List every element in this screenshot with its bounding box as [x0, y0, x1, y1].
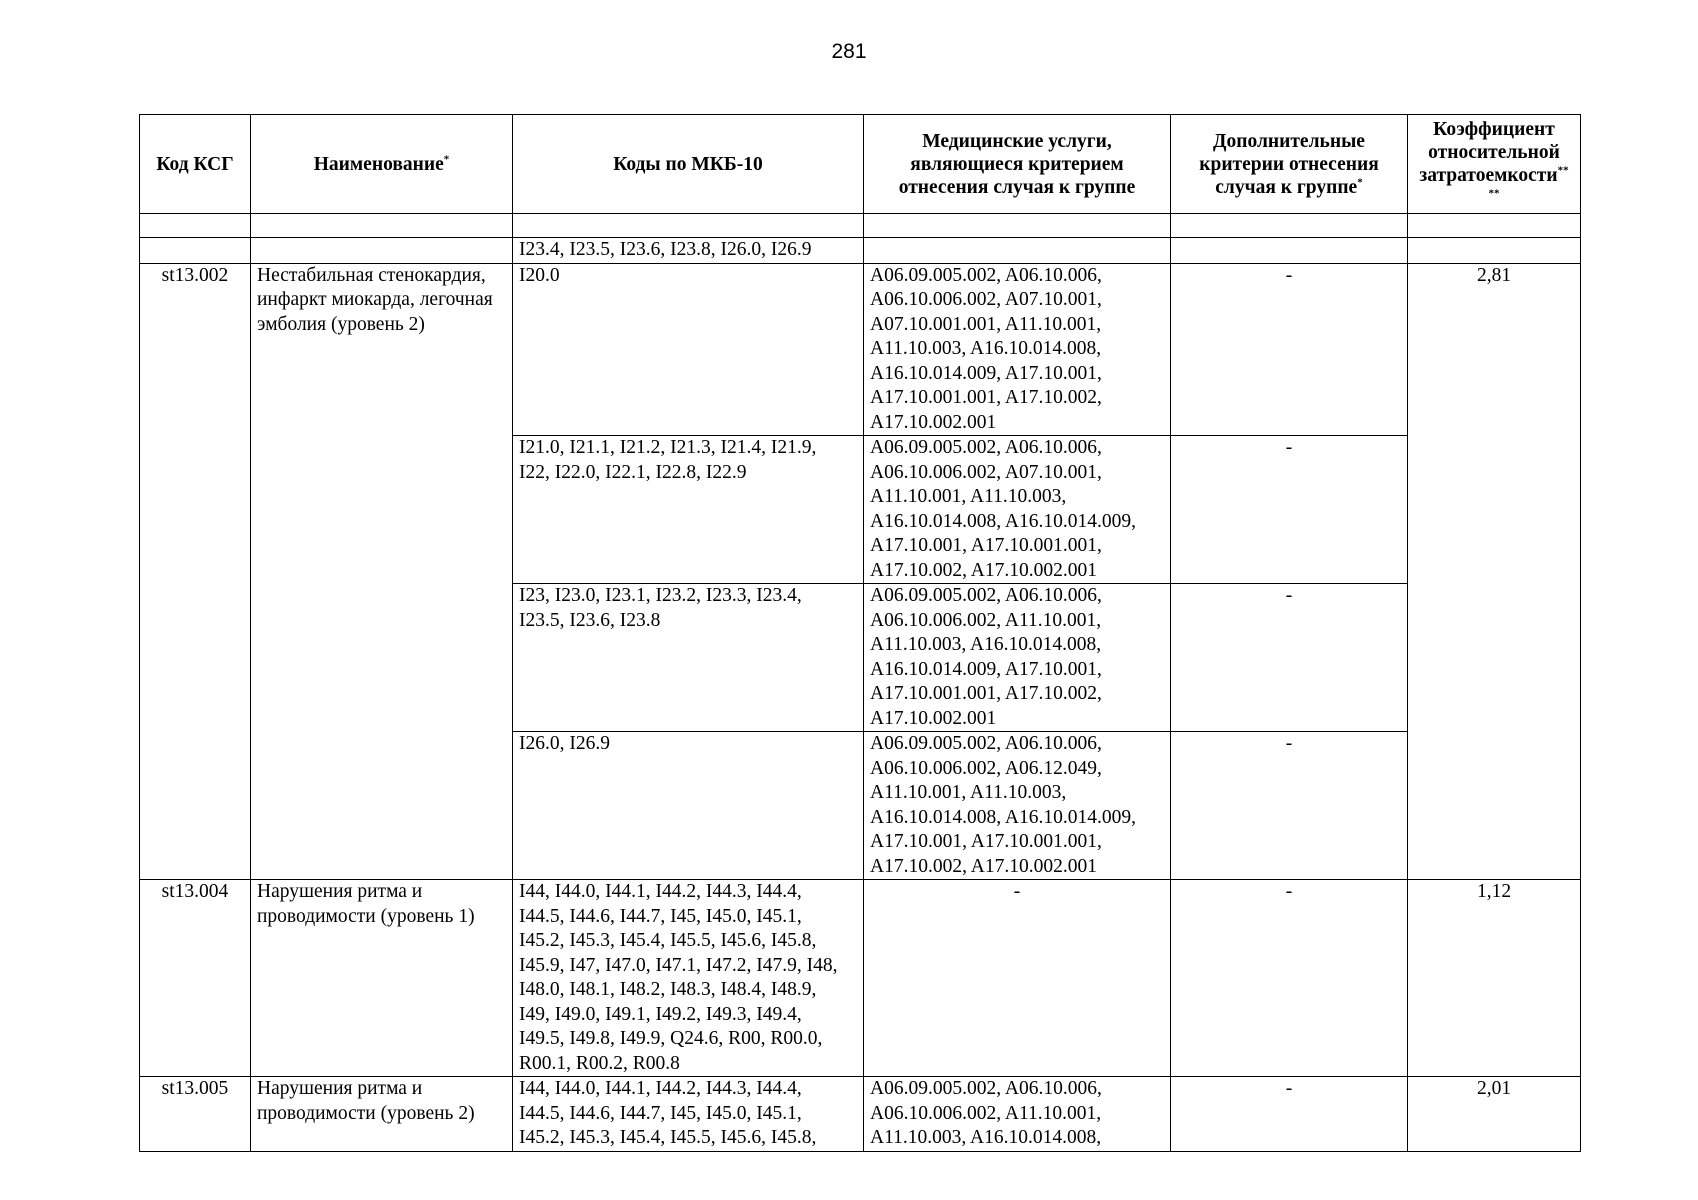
services-cell: -	[864, 880, 1171, 1077]
header-code: Код КСГ	[140, 115, 251, 214]
table-cell	[251, 214, 513, 238]
additional-cell: -	[1171, 1077, 1408, 1152]
ksg-name-cell: Нарушения ритма и проводимости (уровень 2)	[251, 1077, 513, 1152]
header-services: Медицинские услуги, являющиеся критерием отнесения случая к группе	[864, 115, 1171, 214]
services-cell: A06.09.005.002, A06.10.006, A06.10.006.002, A06.12.049, A11.10.001, A11.10.003, A16.10.014.008, A16.10.014.009, A17.10.001, A17.10.001.001, A17.10.002, A17.10.002.001	[864, 732, 1171, 880]
ksg-code-cell: st13.005	[140, 1077, 251, 1152]
additional-cell: -	[1171, 732, 1408, 880]
footnote-mark: *	[443, 153, 450, 165]
table-cell	[1408, 214, 1581, 238]
page-number: 281	[831, 40, 867, 63]
table-row	[140, 1077, 1581, 1152]
footnote-mark: *	[1357, 176, 1363, 188]
ksg-name-cell: Нарушения ритма и проводимости (уровень 1)	[251, 880, 513, 1077]
table-cell	[140, 238, 251, 264]
header-additional: Дополнительные критерии отнесения случая к группе*	[1171, 115, 1408, 214]
services-cell: A06.09.005.002, A06.10.006, A06.10.006.002, A11.10.001, A11.10.003, A16.10.014.008, A16.10.014.009, A17.10.001, A17.10.001.001, A17.10.002, A17.10.002.001	[864, 584, 1171, 732]
additional-cell: -	[1171, 263, 1408, 436]
additional-cell: -	[1171, 880, 1408, 1077]
ksg-name-cell: Нестабильная стенокардия, инфаркт миокарда, легочная эмболия (уровень 2)	[251, 263, 513, 880]
continuation-row	[140, 238, 1581, 264]
table-cell	[1171, 238, 1408, 264]
header-mkb: Коды по МКБ-10	[513, 115, 864, 214]
coef-cell: 2,81	[1408, 263, 1581, 880]
table-row	[140, 880, 1581, 1077]
header-name: Наименование*	[251, 115, 513, 214]
table-cell	[864, 238, 1171, 264]
mkb-cell: I23, I23.0, I23.1, I23.2, I23.3, I23.4, I23.5, I23.6, I23.8	[513, 584, 864, 732]
mkb-cell: I44, I44.0, I44.1, I44.2, I44.3, I44.4, I44.5, I44.6, I44.7, I45, I45.0, I45.1, I45.2, I45.3, I45.4, I45.5, I45.6, I45.8, I45.9, I47, I47.0, I47.1, I47.2, I47.9, I48, I48.0, I48.1, I48.2, I48.3, I48.4, I48.9, I49, I49.0, I49.1, I49.2, I49.3, I49.4, I49.5, I49.8, I49.9, Q24.6, R00, R00.0, R00.1, R00.2, R00.8	[513, 880, 864, 1077]
additional-cell: -	[1171, 584, 1408, 732]
footnote-mark: **	[1488, 187, 1500, 200]
table-cell	[513, 214, 864, 238]
mkb-cell: I44, I44.0, I44.1, I44.2, I44.3, I44.4, I44.5, I44.6, I44.7, I45, I45.0, I45.1, I45.2, I45.3, I45.4, I45.5, I45.6, I45.8,	[513, 1077, 864, 1152]
mkb-cell: I21.0, I21.1, I21.2, I21.3, I21.4, I21.9, I22, I22.0, I22.1, I22.8, I22.9	[513, 436, 864, 584]
services-cell: A06.09.005.002, A06.10.006, A06.10.006.002, A07.10.001, A11.10.001, A11.10.003, A16.10.014.008, A16.10.014.009, A17.10.001, A17.10.001.001, A17.10.002, A17.10.002.001	[864, 436, 1171, 584]
ksg-code-cell: st13.004	[140, 880, 251, 1077]
table-cell	[251, 238, 513, 264]
header-coef: Коэффициент относительной затратоемкости** **	[1408, 115, 1581, 214]
mkb-cell: I23.4, I23.5, I23.6, I23.8, I26.0, I26.9	[513, 238, 864, 264]
services-cell: A06.09.005.002, A06.10.006, A06.10.006.002, A07.10.001, A07.10.001.001, A11.10.001, A11.10.003, A16.10.014.008, A16.10.014.009, A17.10.001, A17.10.001.001, A17.10.002, A17.10.002.001	[864, 263, 1171, 436]
table-cell	[1171, 214, 1408, 238]
table-cell	[1408, 238, 1581, 264]
ksg-code-cell: st13.002	[140, 263, 251, 880]
additional-cell: -	[1171, 436, 1408, 584]
table-row	[140, 263, 1581, 436]
mkb-cell: I26.0, I26.9	[513, 732, 864, 880]
coef-cell: 1,12	[1408, 880, 1581, 1077]
table-cell	[864, 214, 1171, 238]
table-cell	[140, 214, 251, 238]
mkb-cell: I20.0	[513, 263, 864, 436]
ksg-table	[139, 114, 1581, 1152]
empty-row	[140, 214, 1581, 238]
services-cell: A06.09.005.002, A06.10.006, A06.10.006.002, A11.10.001, A11.10.003, A16.10.014.008,	[864, 1077, 1171, 1152]
coef-cell: 2,01	[1408, 1077, 1581, 1152]
header-row	[140, 115, 1581, 214]
footnote-mark: **	[1557, 164, 1569, 177]
